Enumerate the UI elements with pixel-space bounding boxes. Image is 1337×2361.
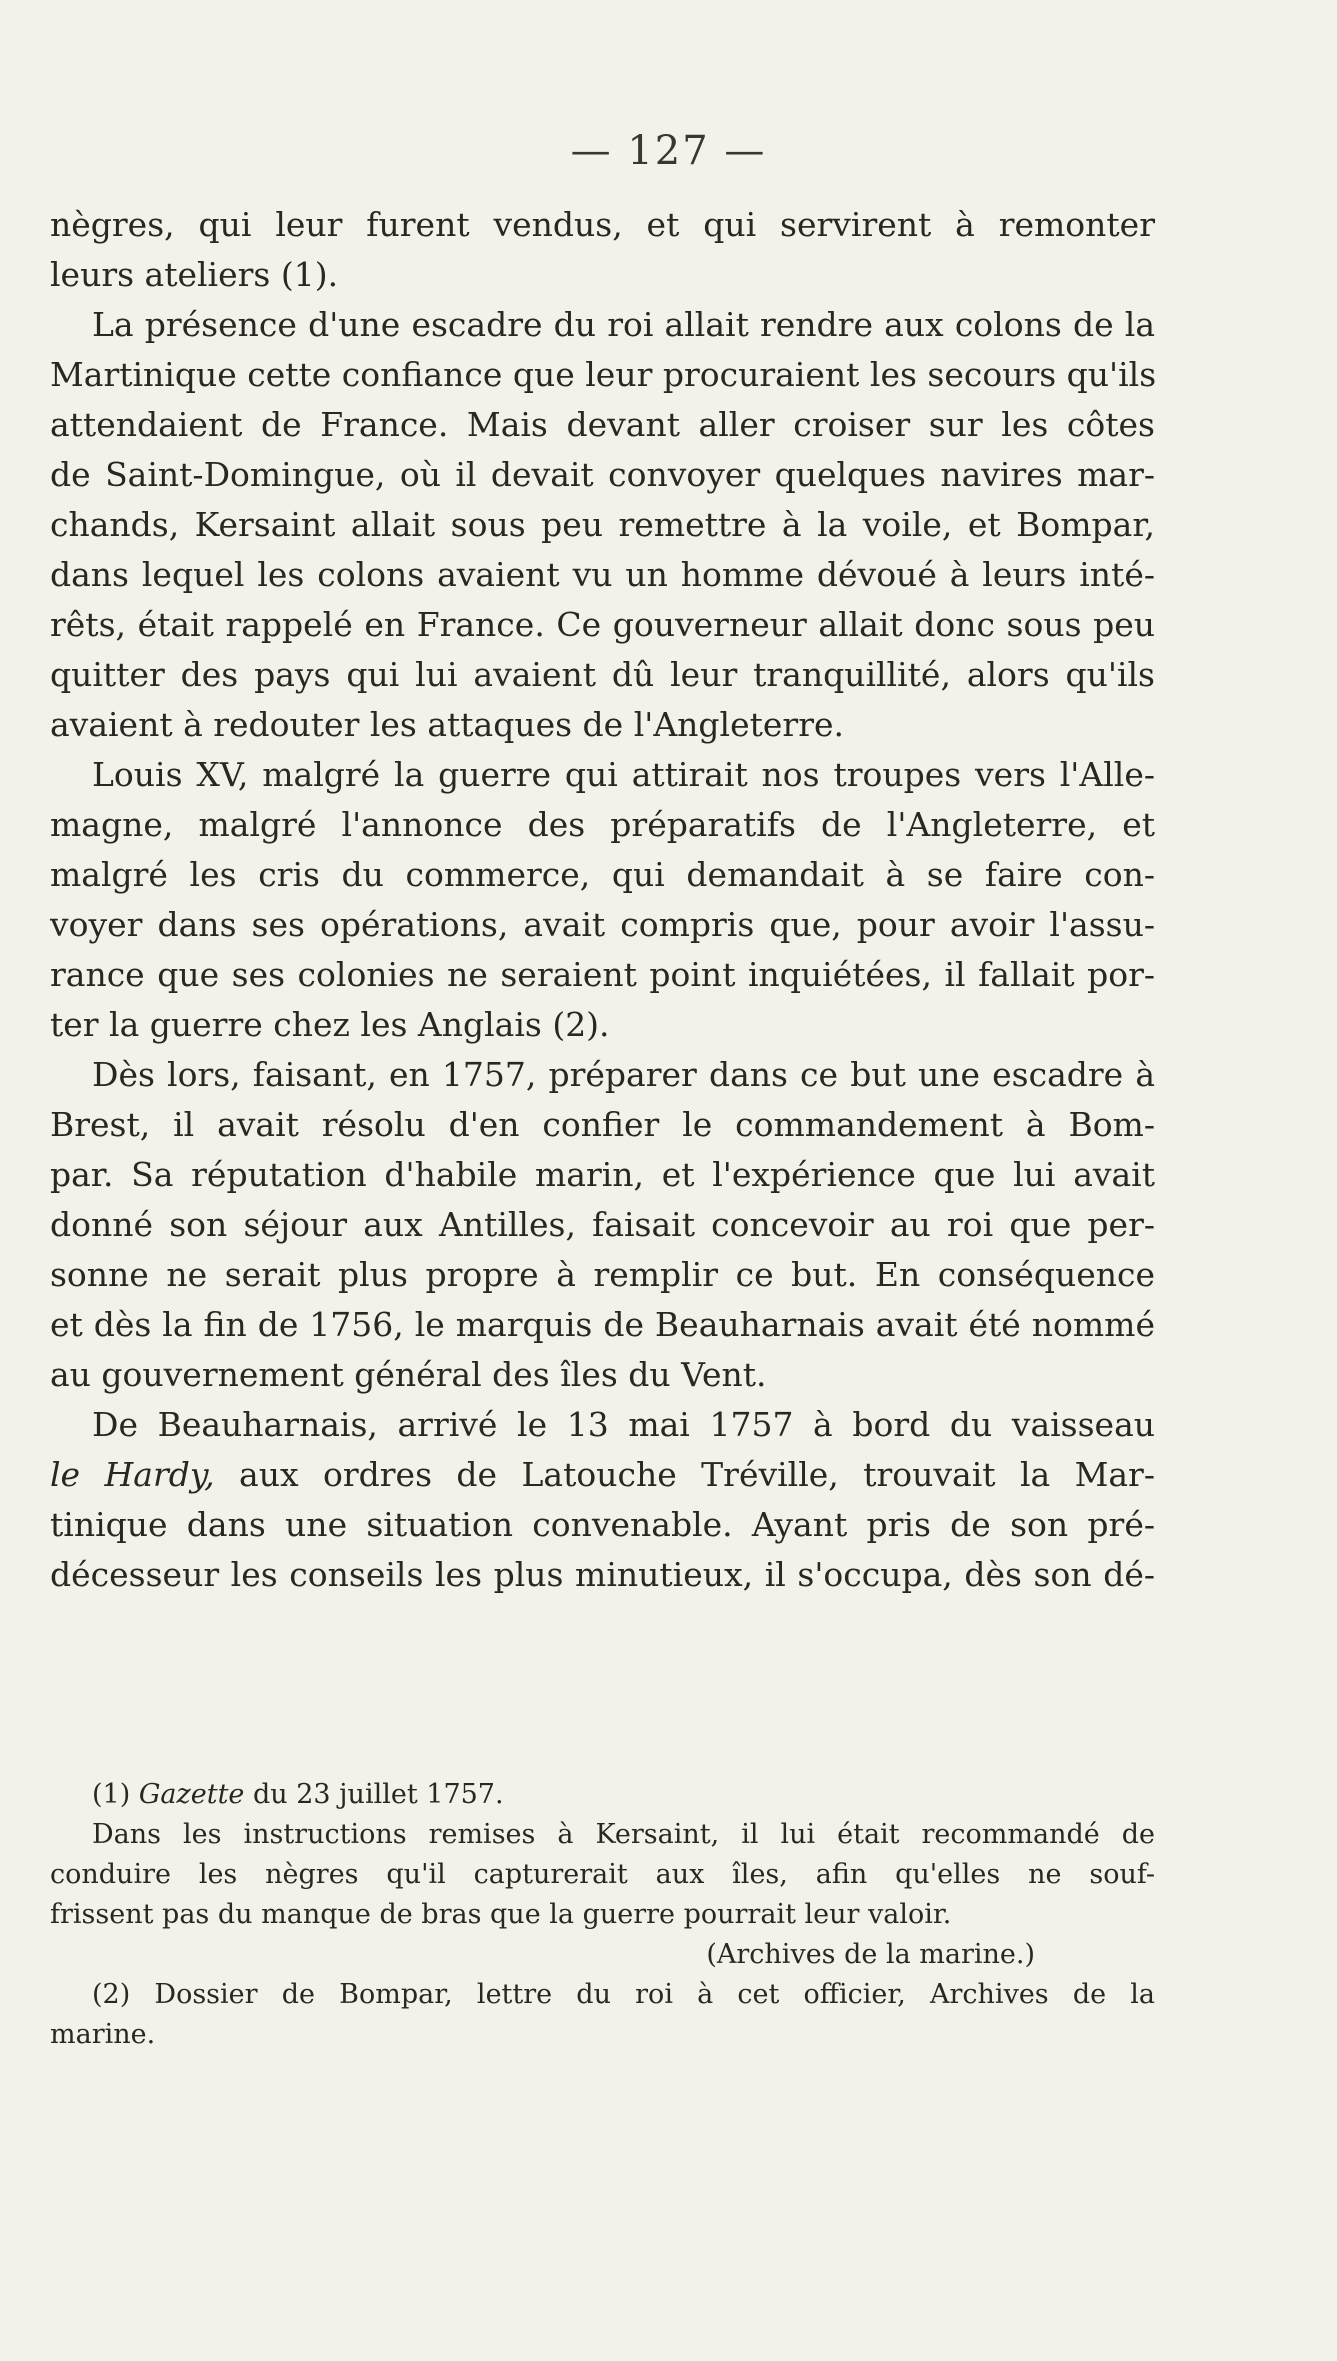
text-line: chands, Kersaint allait sous peu remettre à la voile, et Bompar, xyxy=(50,505,1155,544)
footnote-1 xyxy=(50,1775,1155,1975)
text-line: et dès la fin de 1756, le marquis de Beauharnais avait été nommé xyxy=(50,1305,1155,1344)
footnote-source-line xyxy=(50,1775,1155,1815)
text-line: rance que ses colonies ne seraient point inquiétées, il fallait por- xyxy=(50,955,1155,994)
footnote-text-line: (2) Dossier de Bompar, lettre du roi à cet officier, Archives de la xyxy=(92,1979,1155,2010)
text-line: Dès lors, faisant, en 1757, préparer dans ce but une escadre à xyxy=(92,1055,1155,1094)
text-line: donné son séjour aux Antilles, faisait concevoir au roi que per- xyxy=(50,1205,1155,1244)
footnote-text-line: conduire les nègres qu'il capturerait aux îles, afin qu'elles ne souf- xyxy=(50,1859,1155,1890)
footnote-date: du 23 juillet 1757. xyxy=(244,1779,504,1810)
main-text xyxy=(50,200,1155,1600)
text-line: au gouvernement général des îles du Vent. xyxy=(50,1355,767,1394)
text-line: décesseur les conseils les plus minutieux, il s'occupa, dès son dé- xyxy=(50,1555,1155,1594)
footnote-text-line: Dans les instructions remises à Kersaint, il lui était recommandé de xyxy=(92,1819,1155,1850)
footnote-2 xyxy=(50,1975,1155,2055)
text-line: Martinique cette confiance que leur procuraient les secours qu'ils xyxy=(50,355,1157,394)
text-line: attendaient de France. Mais devant aller croiser sur les côtes xyxy=(50,405,1155,444)
footnote-text-line: frissent pas du manque de bras que la guerre pourrait leur valoir. xyxy=(50,1899,952,1930)
page-number: — 127 — xyxy=(570,128,767,174)
text-line: voyer dans ses opérations, avait compris que, pour avoir l'assu- xyxy=(50,905,1155,944)
paragraph-3 xyxy=(50,750,1155,1050)
text-line: ter la guerre chez les Anglais (2). xyxy=(50,1005,610,1044)
text-line: dans lequel les colons avaient vu un homme dévoué à leurs inté- xyxy=(50,555,1155,594)
text-fragment: aux ordres de Latouche Tréville, trouvait la Mar- xyxy=(214,1455,1155,1494)
text-line: malgré les cris du commerce, qui demandait à se faire con- xyxy=(50,855,1155,894)
paragraph-2 xyxy=(50,300,1155,750)
text-line: Brest, il avait résolu d'en confier le commandement à Bom- xyxy=(50,1105,1155,1144)
text-line: quitter des pays qui lui avaient dû leur tranquillité, alors qu'ils xyxy=(50,655,1155,694)
text-line: Louis XV, malgré la guerre qui attirait nos troupes vers l'Alle- xyxy=(92,755,1155,794)
text-line: leurs ateliers (1). xyxy=(50,255,339,294)
ship-name: le Hardy, xyxy=(50,1455,215,1494)
gazette-title: Gazette xyxy=(138,1779,245,1810)
text-line: de Saint-Domingue, où il devait convoyer quelques navires mar- xyxy=(50,455,1155,494)
text-line: De Beauharnais, arrivé le 13 mai 1757 à bord du vaisseau xyxy=(92,1405,1155,1444)
text-line: sonne ne serait plus propre à remplir ce but. En conséquence xyxy=(50,1255,1155,1294)
text-line: avaient à redouter les attaques de l'Angleterre. xyxy=(50,705,844,744)
text-line: nègres, qui leur furent vendus, et qui servirent à remonter xyxy=(50,205,1155,244)
text-line: magne, malgré l'annonce des préparatifs de l'Angleterre, et xyxy=(50,805,1155,844)
paragraph-1 xyxy=(50,200,1155,300)
footnote-archive-source: (Archives de la marine.) xyxy=(706,1939,1035,1970)
footnotes xyxy=(50,1775,1155,2055)
text-line-with-italic xyxy=(50,1450,1155,1500)
text-line: tinique dans une situation convenable. Ayant pris de son pré- xyxy=(50,1505,1155,1544)
footnote-text-line: marine. xyxy=(50,2019,156,2050)
paragraph-4 xyxy=(50,1050,1155,1400)
text-line: rêts, était rappelé en France. Ce gouverneur allait donc sous peu xyxy=(50,605,1155,644)
footnote-marker: (1) xyxy=(92,1779,131,1810)
text-line: La présence d'une escadre du roi allait rendre aux colons de la xyxy=(92,305,1155,344)
text-line: par. Sa réputation d'habile marin, et l'expérience que lui avait xyxy=(50,1155,1155,1194)
paragraph-5 xyxy=(50,1400,1155,1600)
